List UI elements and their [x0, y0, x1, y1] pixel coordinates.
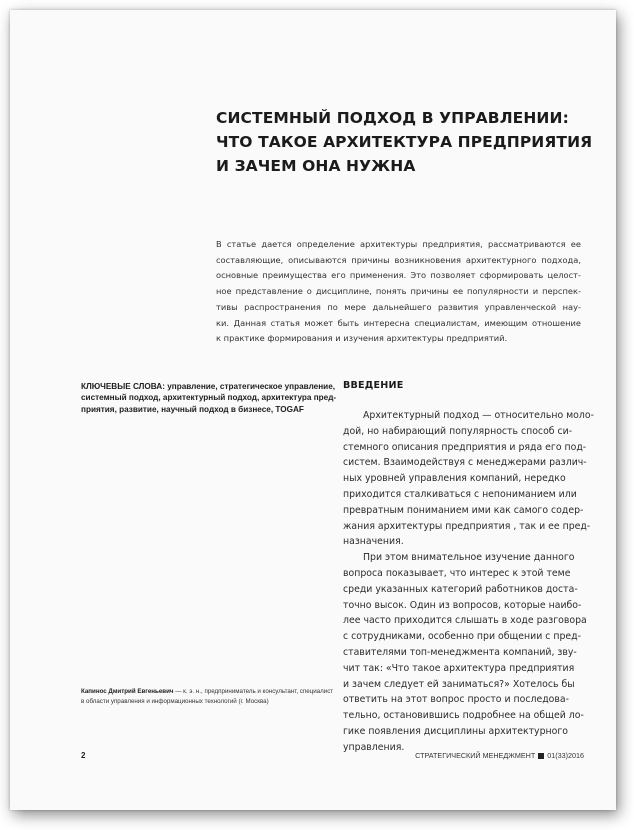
- body-line: среди указанных категорий работников доста-: [343, 583, 578, 595]
- body-line: лее часто приходится слышать в ходе разговора: [343, 615, 587, 627]
- abstract-line: составляющие, описываются причины возникновения архитектурного подхода,: [216, 254, 581, 265]
- abstract-line: тивы распространения по мере дальнейшего развития управленческой нау-: [216, 301, 581, 312]
- body-line: чит так: «Что такое архитектура предприятия: [343, 662, 575, 674]
- author-affiliation: в области управления и информационных технологий (г. Москва): [81, 698, 269, 705]
- title-line: И ЗАЧЕМ ОНА НУЖНА: [216, 157, 416, 175]
- abstract-line: В статье дается определение архитектуры предприятия, рассматриваются ее: [216, 239, 581, 249]
- journal-name: СТРАТЕГИЧЕСКИЙ МЕНЕДЖМЕНТ: [415, 751, 536, 760]
- title-line: СИСТЕМНЫЙ ПОДХОД В УПРАВЛЕНИИ:: [216, 109, 569, 127]
- body-line: вопроса показывает, что интерес к этой теме: [343, 567, 571, 579]
- journal-issue: 01(33)2016: [547, 751, 584, 760]
- body-line: и зачем следует ей заниматься?» Хотелось бы: [343, 678, 575, 690]
- body-line: управления.: [343, 741, 405, 753]
- document-page: [10, 10, 616, 810]
- black-square-icon: [538, 753, 544, 759]
- keywords: [81, 381, 337, 415]
- body-line: ответить на этот вопрос просто и последова-: [343, 694, 569, 706]
- journal-footer: [415, 751, 584, 760]
- body-line: гике появления дисциплины архитектурного: [343, 725, 568, 737]
- body-line: Архитектурный подход — относительно моло-: [363, 410, 594, 421]
- abstract-line: ки. Данная статья может быть интересна специалистам, имеющим отношение: [216, 317, 581, 328]
- abstract-line: к практике формирования и изучения архитектуры предприятий.: [216, 333, 508, 344]
- abstract: [216, 237, 581, 347]
- body-line: дой, но набирающий популярность способ си-: [343, 425, 573, 437]
- keywords-line: приятия, развитие, научный подход в бизнесе, TOGAF: [81, 404, 304, 414]
- section-heading-introduction: ВВЕДЕНИЕ: [343, 380, 404, 391]
- author-name: Капинос Дмитрий Евгеньевич: [81, 688, 174, 695]
- body-text: [343, 408, 593, 756]
- body-line: назначения.: [343, 536, 404, 548]
- keywords-line: системный подход, архитектурный подход, архитектура пред-: [81, 393, 337, 403]
- body-line: ставителями топ-менеджмента компаний, зву-: [343, 646, 577, 658]
- body-line: При этом внимательное изучение данного: [363, 552, 575, 564]
- body-line: с сотрудниками, особенно при общении с пред-: [343, 631, 581, 643]
- body-line: систем. Взаимодействуя с менеджерами различ-: [343, 457, 587, 469]
- body-line: превратным пониманием ими как самого содер-: [343, 504, 584, 516]
- abstract-line: основные преимущества его применения. Это позволяет сформировать целост-: [216, 270, 581, 281]
- keywords-line: КЛЮЧЕВЫЕ СЛОВА: управление, стратегическое управление,: [81, 382, 336, 391]
- body-line: стемного описания предприятия и ряда его под-: [343, 441, 587, 453]
- body-line: точно высок. Один из вопросов, которые наибо-: [343, 599, 582, 611]
- body-line: приходится сталкиваться с непониманием или: [343, 488, 577, 500]
- title-line: ЧТО ТАКОЕ АРХИТЕКТУРА ПРЕДПРИЯТИЯ: [216, 133, 593, 151]
- author-line: [81, 687, 341, 697]
- abstract-line: ное представление о дисциплине, понять причины ее популярности и перспек-: [216, 286, 581, 297]
- author-credentials: — к. э. н., предприниматель и консультант, специалист: [173, 688, 334, 695]
- body-line: жания архитектуры предприятия , так и ее пред-: [343, 520, 591, 532]
- page-number: 2: [81, 751, 86, 760]
- body-line: ных уровней управления компаний, нередко: [343, 473, 566, 485]
- body-line: тельно, остановившись подробнее на общей ло-: [343, 710, 584, 722]
- author-info: [81, 687, 341, 707]
- article-title: [216, 106, 593, 178]
